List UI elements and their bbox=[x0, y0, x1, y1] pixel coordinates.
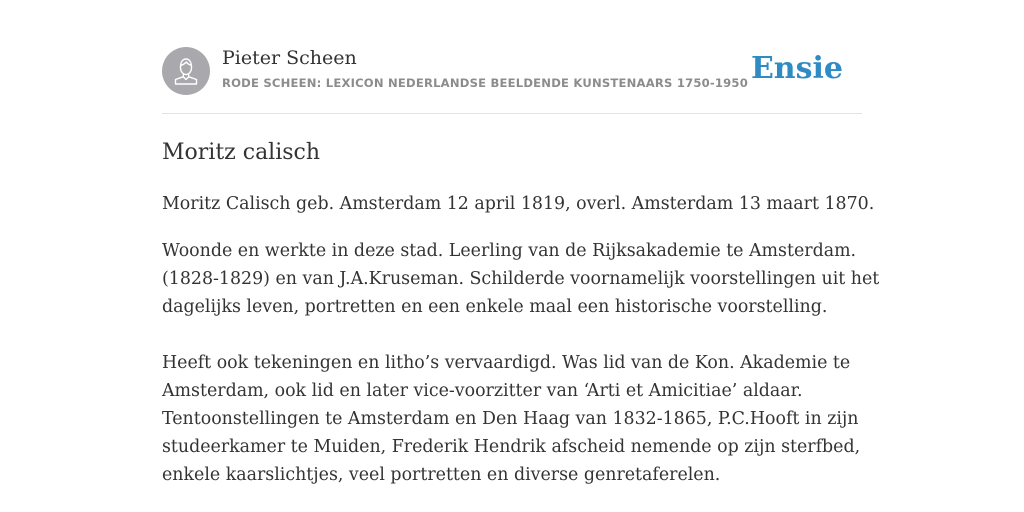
source-title[interactable]: RODE SCHEEN: LEXICON NEDERLANDSE BEELDENDE KUNSTENAARS 1750-1950 bbox=[222, 76, 748, 90]
header-divider bbox=[162, 113, 862, 114]
avatar[interactable] bbox=[162, 47, 210, 95]
intro-paragraph: Moritz Calisch geb. Amsterdam 12 april 1819, overl. Amsterdam 13 maart 1870. bbox=[162, 194, 875, 214]
author-header bbox=[162, 46, 862, 96]
page-title: Moritz calisch bbox=[162, 140, 321, 165]
paragraph-line: enkele kaarslichtjes, veel portretten en diverse genretaferelen. bbox=[162, 465, 721, 485]
author-name[interactable]: Pieter Scheen bbox=[222, 47, 357, 69]
paragraph-line: (1828-1829) en van J.A.Kruseman. Schilderde voornamelijk voorstellingen uit het bbox=[162, 269, 880, 289]
paragraph-line: studeerkamer te Muiden, Frederik Hendrik afscheid nemende op zijn sterfbed, bbox=[162, 437, 861, 457]
paragraph-line: Woonde en werkte in deze stad. Leerling van de Rijksakademie te Amsterdam. bbox=[162, 241, 857, 261]
user-icon bbox=[162, 47, 210, 95]
paragraph-line: dagelijks leven, portretten en een enkele maal een historische voorstelling. bbox=[162, 297, 828, 317]
paragraph-1 bbox=[162, 237, 880, 321]
paragraph-2 bbox=[162, 349, 872, 489]
paragraph-line: Heeft ook tekeningen en litho’s vervaardigd. Was lid van de Kon. Akademie te bbox=[162, 353, 851, 373]
brand-logo[interactable]: Ensie bbox=[750, 51, 843, 86]
paragraph-line: Amsterdam, ook lid en later vice-voorzitter van ‘Arti et Amicitiae’ aldaar. bbox=[162, 381, 803, 401]
paragraph-line: Tentoonstellingen te Amsterdam en Den Haag van 1832-1865, P.C.Hooft in zijn bbox=[162, 409, 859, 429]
